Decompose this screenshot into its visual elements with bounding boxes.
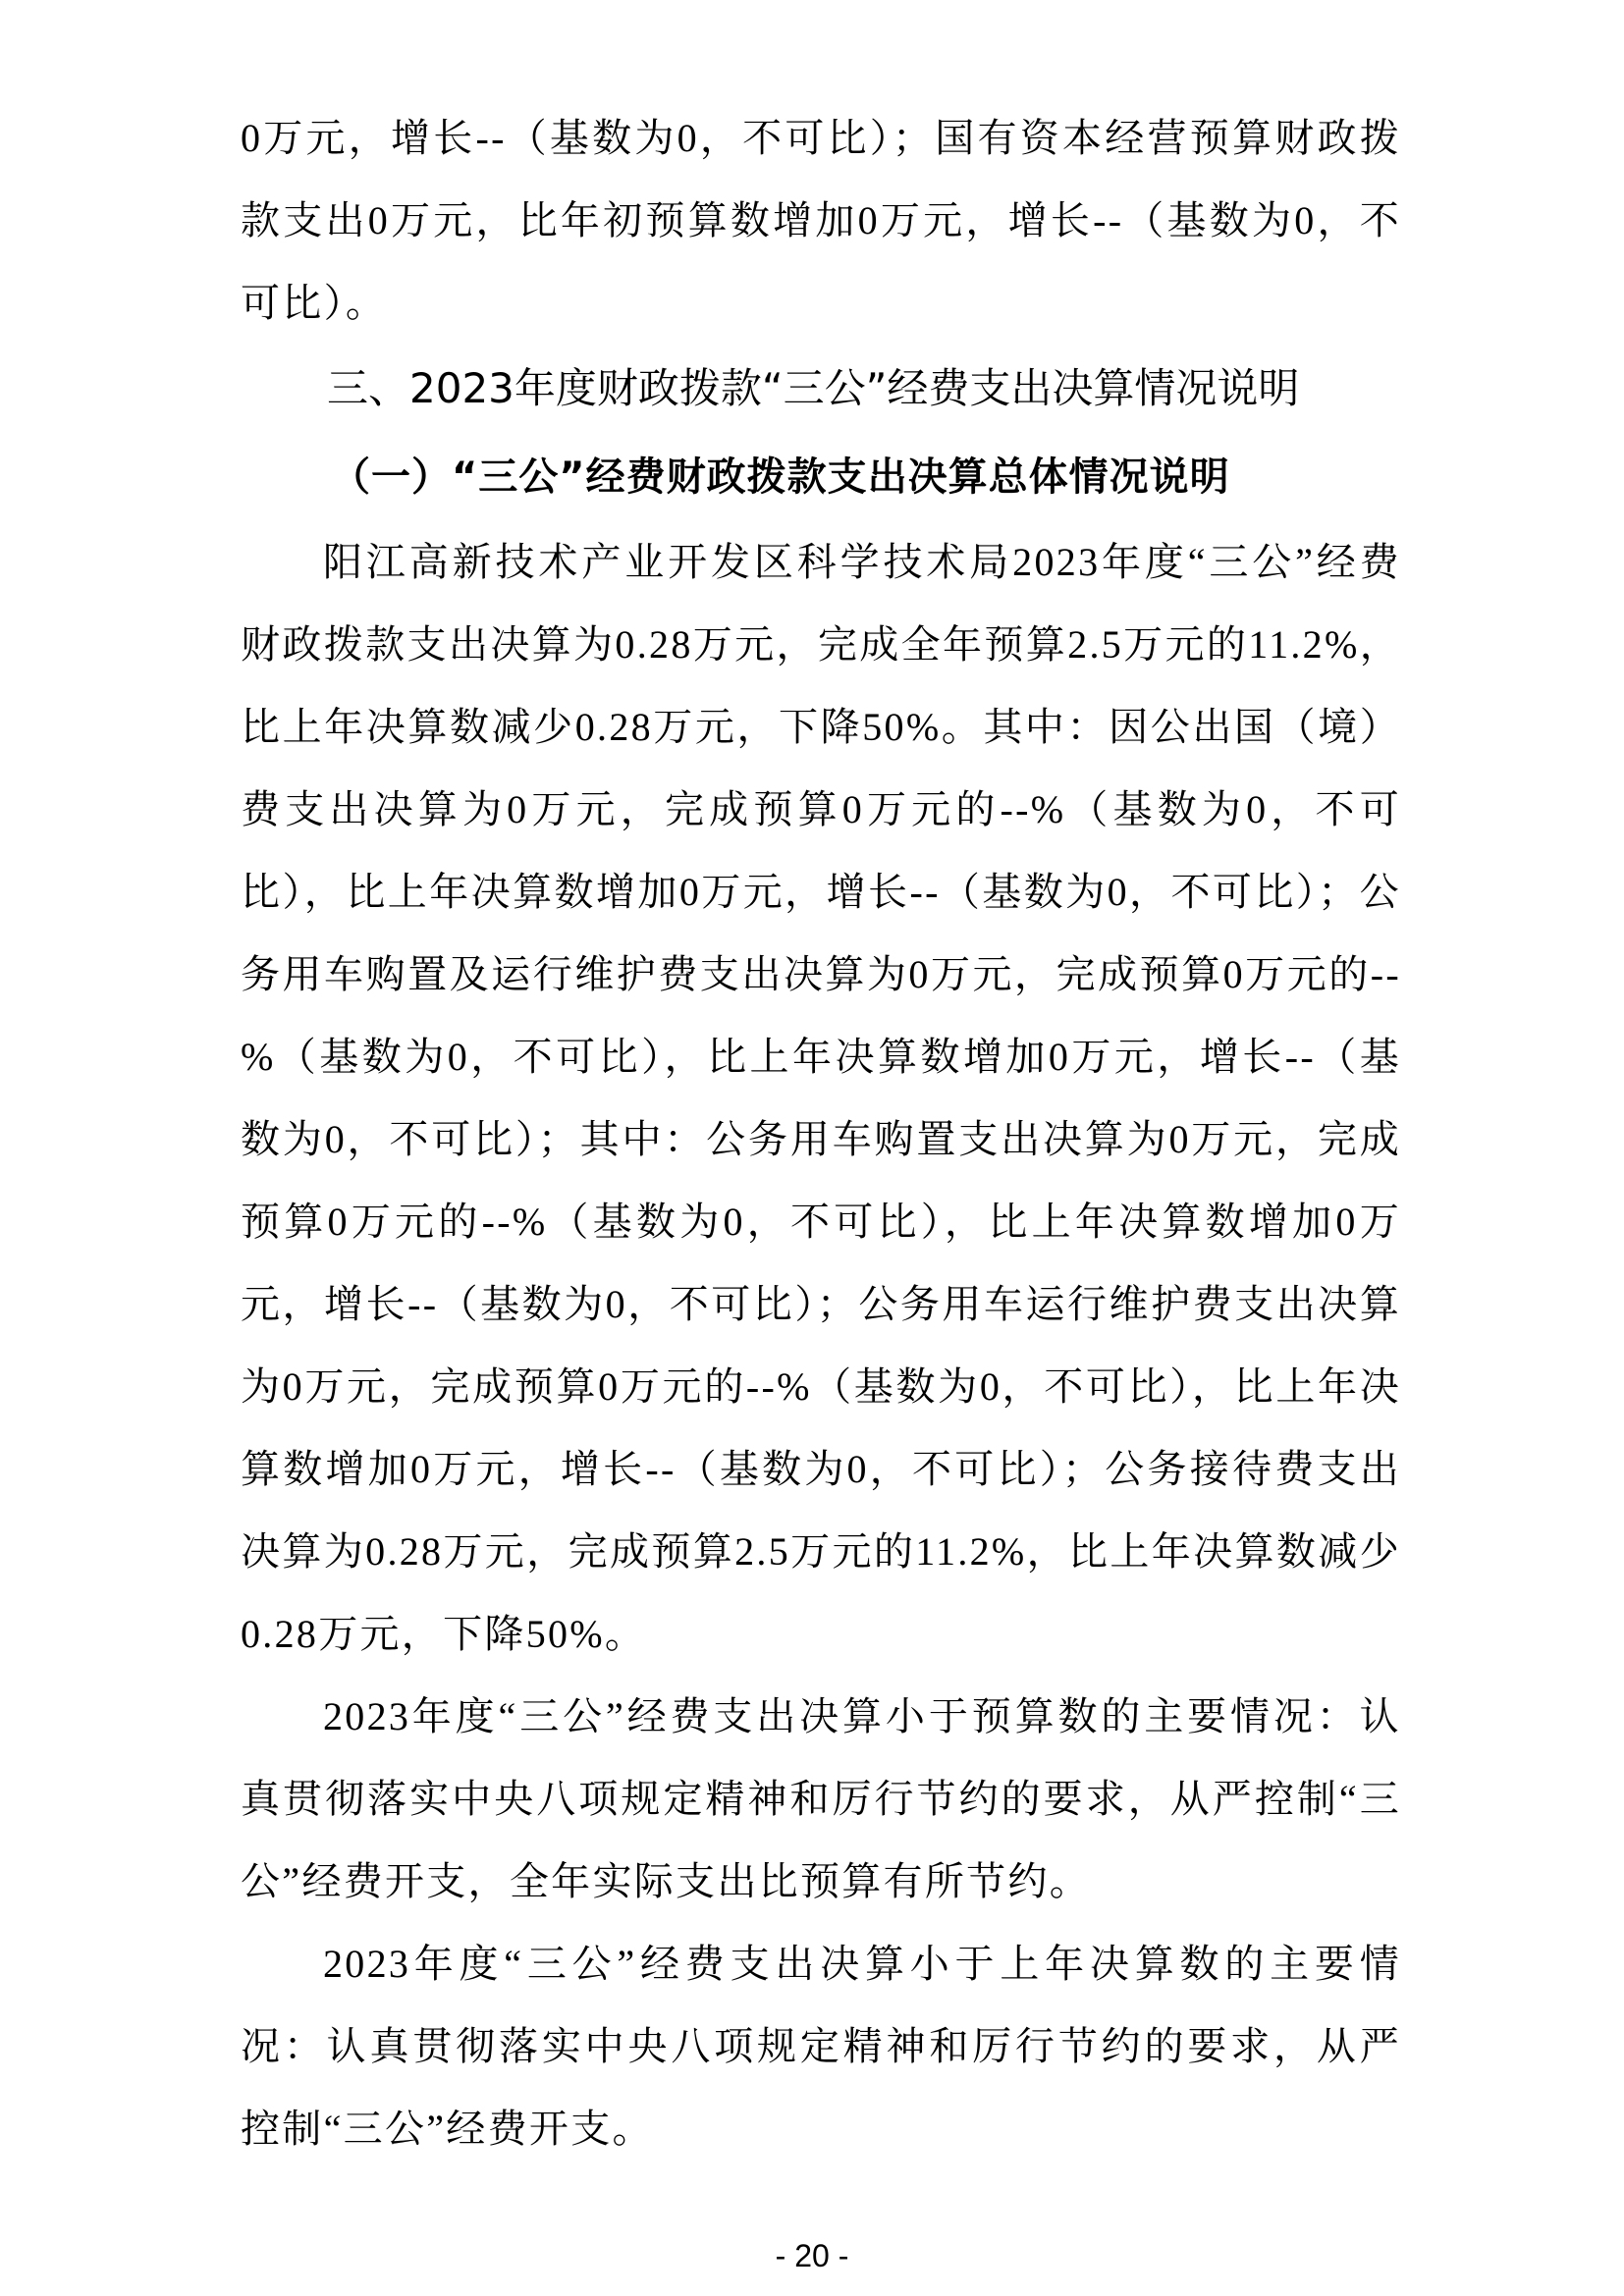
paragraph-overall-summary: 阳江高新技术产业开发区科学技术局2023年度“三公”经费财政拨款支出决算为0.28万元，完成全年预算2.5万元的11.2%，比上年决算数减少0.28万元，下降50%。其中：因公出国（境）费支出决算为0万元，完成预算0万元的--%（基数为0，不可比），比上年决算数增加0万元，增长--（基数为0，不可比）；公务用车购置及运行维护费支出决算为0万元，完成预算0万元的--%（基数为0，不可比），比上年决算数增加0万元，增长--（基数为0，不可比）；其中：公务用车购置支出决算为0万元，完成预算0万元的--%（基数为0，不可比），比上年决算数增加0万元，增长--（基数为0，不可比）；公务用车运行维护费支出决算为0万元，完成预算0万元的--%（基数为0，不可比），比上年决算数增加0万元，增长--（基数为0，不可比）；公务接待费支出决算为0.28万元，完成预算2.5万元的11.2%，比上年决算数减少0.28万元，下降50%。 xyxy=(241,540,1401,1656)
continuation-paragraph: 0万元，增长--（基数为0，不可比）；国有资本经营预算财政拨款支出0万元，比年初预算数增加0万元，增长--（基数为0，不可比）。 xyxy=(241,116,1401,325)
paragraph-below-last-year-reason: 2023年度“三公”经费支出决算小于上年决算数的主要情况：认真贯彻落实中央八项规定精神和厉行节约的要求，从严控制“三公”经费开支。 xyxy=(241,1942,1401,2151)
document-page xyxy=(241,97,1401,2170)
page-number: - 20 - xyxy=(775,2238,849,2273)
subsection-heading: （一）“三公”经费财政拨款支出决算总体情况说明 xyxy=(331,454,1230,500)
paragraph-below-budget-reason: 2023年度“三公”经费支出决算小于预算数的主要情况：认真贯彻落实中央八项规定精神和厉行节约的要求，从严控制“三公”经费开支，全年实际支出比预算有所节约。 xyxy=(241,1694,1401,1903)
section-heading: 三、2023年度财政拨款“三公”经费支出决算情况说明 xyxy=(327,364,1300,412)
